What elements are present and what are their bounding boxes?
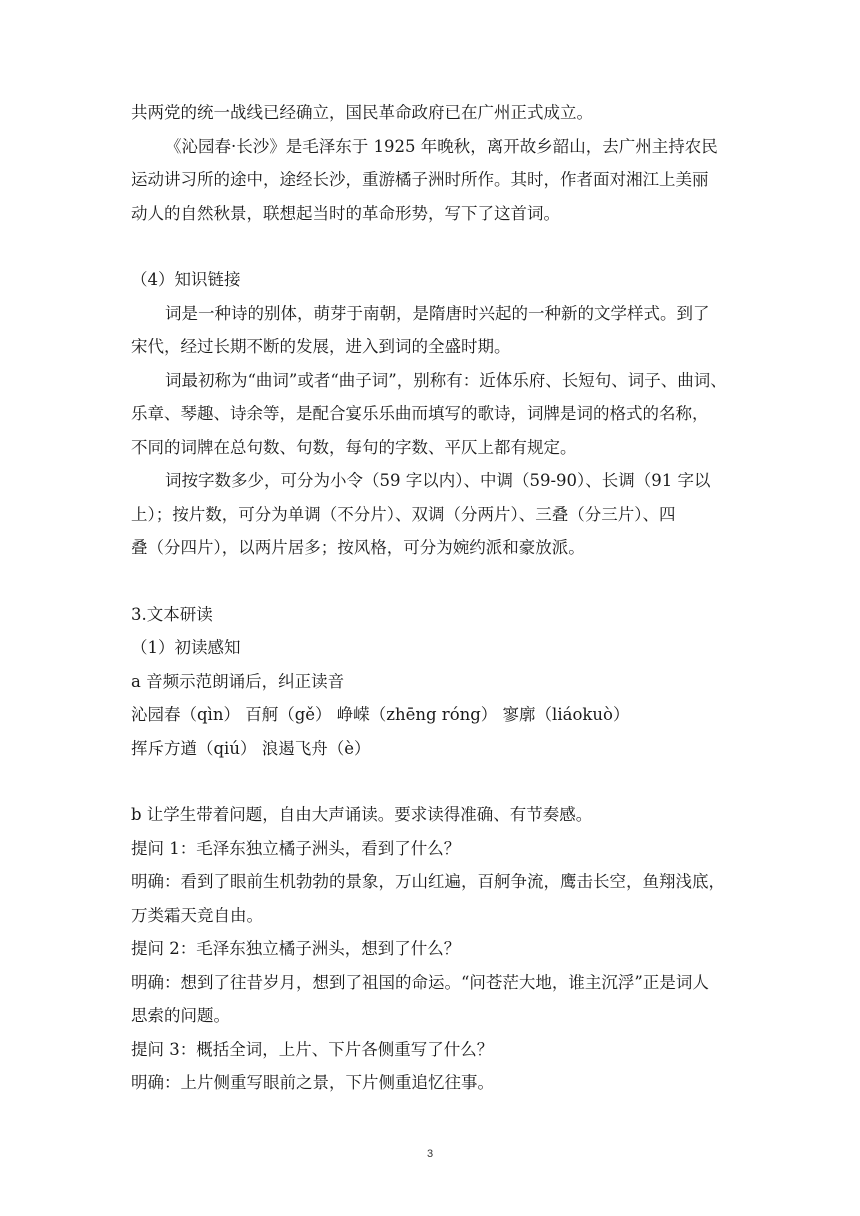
text-line: 提问 2：毛泽东独立橘子洲头，想到了什么？ [131,939,461,958]
text-line: a 音频示范朗诵后，纠正读音 [131,671,345,691]
paragraph-gap [131,565,731,598]
text-line: 词按字数多少，可分为小令（59 字以内）、中调（59-90）、长调（91 字以 [165,471,711,490]
text-line: 不同的词牌在总句数、句数，每句的字数、平仄上都有规定。 [131,437,577,457]
text-line: 提问 1：毛泽东独立橘子洲头，看到了什么？ [131,838,461,858]
text-line: 叠（分四片），以两片居多；按风格，可分为婉约派和豪放派。 [131,538,585,557]
text-line: 思索的问题。 [131,1006,230,1025]
text-line: （4）知识链接 [131,270,241,289]
text-line: 3.文本研读 [131,604,213,624]
paragraph-gap [131,765,731,798]
page-number: 3 [426,1148,434,1160]
text-line: b 让学生带着问题，自由大声诵读。要求读得准确、有节奏感。 [131,805,593,824]
text-line: （1）初读感知 [131,638,241,657]
text-line: 词是一种诗的别体，萌芽于南朝，是隋唐时兴起的一种新的文学样式。到了 [165,303,710,323]
text-line: 上）；按片数，可分为单调（不分片）、双调（分两片）、三叠（分三片）、四 [131,504,676,524]
text-line: 宋代，经过长期不断的发展，进入到词的全盛时期。 [131,337,511,356]
text-line: 沁园春（qìn） 百舸（gě） 峥嵘（zhēng róng） 寥廓（liáokuò） [131,705,630,724]
text-line: 提问 3：概括全词，上片、下片各侧重写了什么？ [131,1039,494,1059]
text-line: 明确：上片侧重写眼前之景，下片侧重追忆往事。 [131,1073,494,1092]
text-line: 动人的自然秋景，联想起当时的革命形势，写下了这首词。 [131,203,560,223]
text-line: 挥斥方遒（qiú） 浪遏飞舟（è） [131,738,371,758]
text-line: 词最初称为“曲词”或者“曲子词”，别称有：近体乐府、长短句、词子、曲词、 [165,370,727,390]
text-line: 共两党的统一战线已经确立，国民革命政府已在广州正式成立。 [131,103,593,122]
paragraph-gap [131,230,731,263]
text-line: 乐章、琴趣、诗余等，是配合宴乐乐曲而填写的歌诗，词牌是词的格式的名称， [131,404,709,423]
text-line: 万类霜天竞自由。 [131,905,263,925]
text-line: 运动讲习所的途中，途经长沙，重游橘子洲时所作。其时，作者面对湘江上美丽 [131,170,709,189]
text-line: 《沁园春·长沙》是毛泽东于 1925 年晚秋，离开故乡韶山，去广州主持农民 [165,136,718,156]
text-line: 明确：看到了眼前生机勃勃的景象，万山红遍，百舸争流，鹰击长空，鱼翔浅底， [131,872,725,891]
text-line: 明确：想到了往昔岁月，想到了祖国的命运。“问苍茫大地，谁主沉浮”正是词人 [131,972,709,992]
page-body [131,96,731,1100]
